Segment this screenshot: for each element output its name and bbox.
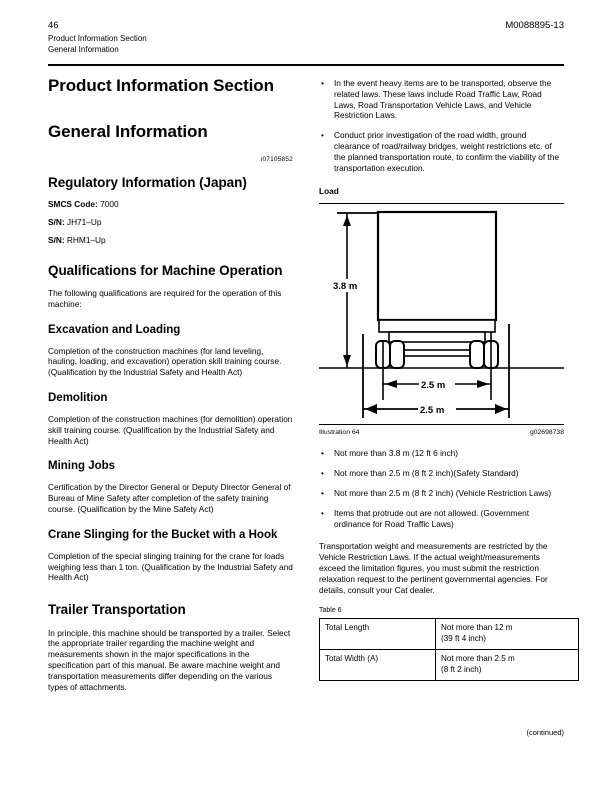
illustration-graphic-id: g02698738 <box>529 429 564 437</box>
trailer-transportation-body: In principle, this machine should be transported by a trailer. Select the appropriate trailer regarding the machine weight and measurements shown in the major specifications in the specification part of this manual. Be aware machine weight and transportation measurements differ depending on the various types of attachments. <box>48 627 291 692</box>
list-item <box>319 488 564 499</box>
serial-number-value-1: JH71–Up <box>66 216 102 227</box>
right-column <box>319 78 564 681</box>
trailer-deck-outline <box>379 320 495 332</box>
bullet-marker-icon: • <box>321 487 324 498</box>
dimension-label-track: 2.5 m <box>421 380 446 392</box>
bullet-marker-icon: • <box>321 507 324 518</box>
table-row <box>320 650 579 681</box>
illustration-bottom-rule <box>319 424 564 425</box>
block-heading-crane-slinging: Crane Slinging for the Bucket with a Hook <box>48 528 278 541</box>
arrow-height-top <box>343 215 351 226</box>
arrow-track-left <box>385 380 397 388</box>
serial-number-label-1: S/N: <box>48 216 65 227</box>
table-cell-value-line-2: (39 ft 4 inch) <box>441 633 486 643</box>
block-heading-mining-jobs: Mining Jobs <box>48 460 116 473</box>
smcs-code-value: 7000 <box>100 198 119 209</box>
machine-body-outline <box>378 212 496 320</box>
bullet-marker-icon: • <box>321 468 324 479</box>
header-section-line-1: Product Information Section <box>48 34 147 43</box>
table-row <box>320 619 579 650</box>
bullet-marker-icon: • <box>321 130 324 141</box>
reference-code: i07105852 <box>260 156 293 163</box>
table-cell-label: Total Width (A) <box>320 650 436 681</box>
serial-number-label-2: S/N: <box>48 234 65 245</box>
general-information-title: General Information <box>48 122 208 141</box>
arrow-height-bottom <box>343 355 351 366</box>
block-body-mining-jobs: Certification by the Director General or Deputy Director General of Bureau of Mine Safety after completion of the safety training course. (Qualification by the Mine Safety Act) <box>48 482 291 514</box>
list-item-text: Not more than 2.5 m (8 ft 2 inch) (Vehicle Restriction Laws) <box>334 487 552 498</box>
product-information-section-title: Product Information Section <box>48 76 274 95</box>
document-id: M0088895-13 <box>505 20 564 31</box>
list-item <box>319 130 564 173</box>
block-heading-excavation-and-loading: Excavation and Loading <box>48 323 181 336</box>
illustration-number: Illustration 64 <box>319 429 360 437</box>
smcs-code-row <box>48 199 293 210</box>
bullet-marker-icon: • <box>321 78 324 88</box>
list-item-text: Not more than 2.5 m (8 ft 2 inch)(Safety Standard) <box>334 468 519 479</box>
illustration-figure <box>319 203 564 425</box>
header-section-line-2: General Information <box>48 44 119 54</box>
block-body-crane-slinging: Completion of the special slinging training for the crane for loads weighing less than 1 ton. (Qualification by the Industrial Safety and Health Act) <box>48 550 293 583</box>
qualifications-heading: Qualifications for Machine Operation <box>48 262 283 278</box>
arrow-width-left <box>365 404 377 414</box>
machine-on-trailer-rear-view-diagram <box>319 204 564 424</box>
page-number: 46 <box>48 20 59 31</box>
table-cell-value <box>436 650 579 681</box>
table-cell-value-line-1: Not more than 12 m <box>441 623 513 633</box>
bullet-marker-icon: • <box>321 448 324 459</box>
axle-bar <box>393 350 481 356</box>
table-cell-label: Total Length <box>320 619 436 650</box>
serial-number-value-2: RHM1–Up <box>66 234 106 245</box>
qualifications-intro: The following qualifications are required for the operation of this machine: <box>48 288 282 309</box>
continued-label: (continued) <box>526 728 564 737</box>
list-item-text: Items that protrude out are not allowed. (Government ordinance for Road Traffic Laws) <box>334 507 530 529</box>
serial-number-row-2 <box>48 235 293 246</box>
left-column <box>48 76 293 692</box>
regulatory-information-heading: Regulatory Information (Japan) <box>48 175 247 190</box>
table-cell-value <box>436 619 579 650</box>
list-item-text: Not more than 3.8 m (12 ft 6 inch) <box>334 448 459 459</box>
list-item-text: Conduct prior investigation of the road width, ground clearance of road/railway bridges, weight restrictions etc. of the planned transportation route, to confirm the viability of the transportation execution. <box>334 130 560 173</box>
trailer-transportation-heading: Trailer Transportation <box>48 602 186 618</box>
block-body-excavation-and-loading: Completion of the construction machines (for land leveling, hauling, loading, and excavation) operation skill training course. (Qualification by the Industrial Safety and Health Act) <box>48 345 282 378</box>
dimension-limit-bullet-list <box>319 448 564 529</box>
block-body-demolition: Completion of the construction machines (for demolition) operation skill training course. (Qualification by the Industrial Safety and Health Act) <box>48 413 293 446</box>
list-item <box>319 468 564 479</box>
dimension-label-height: 3.8 m <box>333 281 358 293</box>
dimension-label-width: 2.5 m <box>420 405 445 417</box>
table-cell-value-line-2: (8 ft 2 inch) <box>441 664 482 674</box>
arrow-width-right <box>495 404 507 414</box>
trailer-underbeam <box>389 332 485 342</box>
list-item-text: In the event heavy items are to be transported, observe the related laws. These laws include Road Traffic Law, Road Laws, Road Transportation Vehicle Laws, and Vehicle Restriction Laws. <box>334 78 552 121</box>
dimension-specification-table <box>319 618 579 681</box>
arrow-track-right <box>477 380 489 388</box>
header-top-row <box>48 20 564 32</box>
table-caption: Table 6 <box>319 607 342 615</box>
block-heading-demolition: Demolition <box>48 391 108 404</box>
header-divider <box>48 64 564 66</box>
restriction-paragraph: Transportation weight and measurements are restricted by the Vehicle Restriction Laws. If the actual weight/measurements exceed the limitation figures, you must submit the restriction relaxation request to the pertinent governmental agencies. For details, consult your Cat dealer. <box>319 541 548 595</box>
smcs-code-label: SMCS Code: <box>48 198 98 209</box>
page-footer <box>48 728 564 737</box>
transport-law-bullet-list <box>319 78 564 173</box>
wheel-left-inner <box>390 341 404 368</box>
list-item <box>319 448 564 459</box>
illustration-caption <box>319 428 564 437</box>
table-cell-value-line-1: Not more than 2.5 m <box>441 654 515 664</box>
load-heading: Load <box>319 186 339 197</box>
list-item <box>319 78 564 121</box>
serial-number-row-1 <box>48 217 293 228</box>
page-header <box>48 20 564 55</box>
list-item <box>319 508 564 530</box>
wheel-right-inner <box>470 341 484 368</box>
